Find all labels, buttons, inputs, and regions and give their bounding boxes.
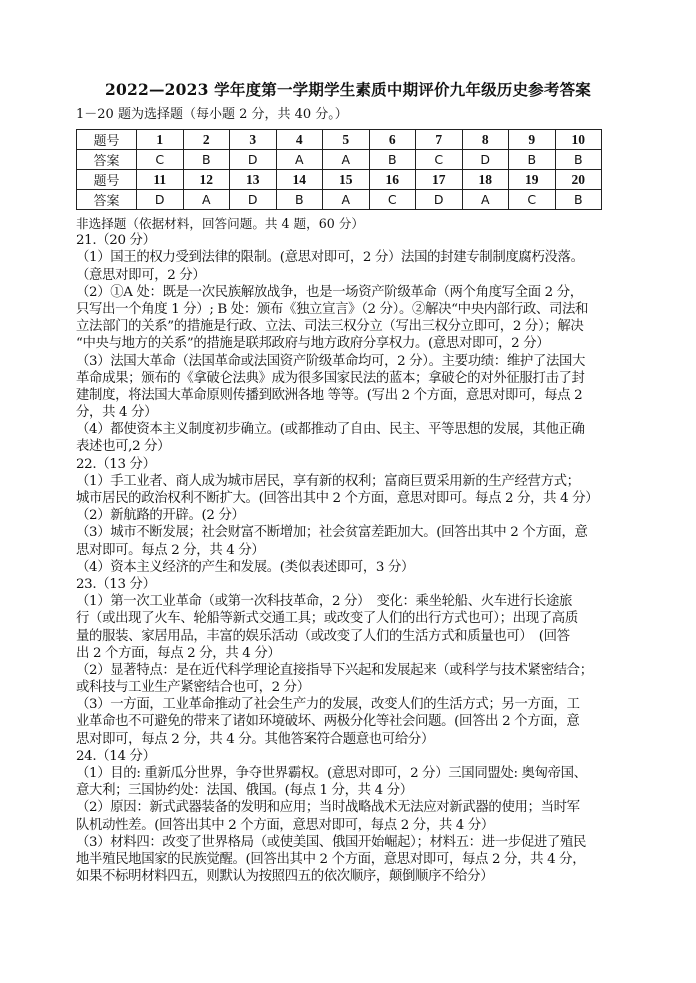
text-line: （3）材料四：改变了世界格局（或使美国、俄国开始崛起）；材料五：进一步促进了殖民 xyxy=(76,834,587,850)
row-label: 答案 xyxy=(77,190,137,210)
question-number-cell: 1 xyxy=(137,130,184,150)
text-line: 22.（13 分） xyxy=(76,456,156,472)
text-line: （3）一方面，工业革命推动了社会生产力的发展，改变人们的生活方式；另一方面，工 xyxy=(76,697,580,713)
question-number-cell: 4 xyxy=(276,130,323,150)
answer-cell: A xyxy=(323,150,370,170)
row-label: 答案 xyxy=(77,150,137,170)
answer-cell: B xyxy=(183,150,230,170)
question-number-cell: 10 xyxy=(555,130,602,150)
row-label: 题号 xyxy=(77,130,137,150)
question-number-cell: 11 xyxy=(137,170,184,190)
question-number-cell: 14 xyxy=(276,170,323,190)
answer-body xyxy=(76,215,636,885)
page-title: 2022—2023 学年度第一学期学生素质中期评价九年级历史参考答案 xyxy=(105,80,591,99)
text-line: 建制度，将法国大革命原则传播到欧洲各地 等等。(写出 2 个方面，意思对即可，每点 2 xyxy=(76,387,583,403)
text-line: （3）法国大革命（法国革命或法国资产阶级革命均可，2 分）。主要功绩：维护了法国大 xyxy=(76,353,586,369)
text-line: （1）手工业者、商人成为城市居民，享有新的权利；富商巨贾采用新的生产经营方式； xyxy=(76,473,580,489)
answer-cell: A xyxy=(323,190,370,210)
question-number-cell: 16 xyxy=(369,170,416,190)
question-number-cell: 3 xyxy=(230,130,277,150)
question-number-cell: 15 xyxy=(323,170,370,190)
question-number-cell: 8 xyxy=(462,130,509,150)
answer-table xyxy=(76,129,602,210)
answer-cell: A xyxy=(183,190,230,210)
text-line: （2）新航路的开辟。(2 分） xyxy=(76,508,245,524)
text-line: （1）第一次工业革命（或第一次科技革命，2 分） 变化：乘坐轮船、火车进行长途旅 xyxy=(76,594,573,610)
text-line: 或科技与工业生产紧密结合也可，2 分） xyxy=(76,680,310,696)
text-line: （1）国王的权力受到法律的限制。(意思对即可，2 分）法国的封建专制制度腐朽没落。 xyxy=(76,250,584,266)
answer-cell: C xyxy=(137,150,184,170)
question-number-row xyxy=(77,130,602,150)
answer-row xyxy=(77,150,602,170)
answer-cell: D xyxy=(137,190,184,210)
text-line: 24.（14 分） xyxy=(76,748,156,764)
text-line: （2）原因：新式武器装备的发明和应用；当时战略战术无法应对新武器的使用；当时军 xyxy=(76,800,580,816)
row-label: 题号 xyxy=(77,170,137,190)
answer-cell: C xyxy=(416,150,463,170)
text-line: 地半殖民地国家的民族觉醒。(回答出其中 2 个方面，意思对即可，每点 2 分，共 4 分， xyxy=(76,851,586,867)
question-number-cell: 18 xyxy=(462,170,509,190)
answer-cell: D xyxy=(462,150,509,170)
text-line: 业革命也不可避免的带来了诸如环境破坏、两极分化等社会问题。(回答出 2 个方面，意 xyxy=(76,714,580,730)
question-number-cell: 6 xyxy=(369,130,416,150)
question-number-cell: 20 xyxy=(555,170,602,190)
text-line: （4）都使资本主义制度初步确立。(或都推动了自由、民主、平等思想的发展，其他正确 xyxy=(76,422,585,438)
text-line: 意大利；三国协约处：法国、俄国。(每点 1 分，共 4 分） xyxy=(76,783,413,799)
question-number-cell: 12 xyxy=(183,170,230,190)
answer-cell: C xyxy=(369,190,416,210)
multiple-choice-intro: 1－20 题为选择题（每小题 2 分，共 40 分。） xyxy=(76,107,348,122)
question-number-cell: 9 xyxy=(509,130,556,150)
text-line: （3）城市不断发展；社会财富不断增加；社会贫富差距加大。(回答出其中 2 个方面，意 xyxy=(76,525,588,541)
text-line: （4）资本主义经济的产生和发展。(类似表述即可，3 分） xyxy=(76,559,415,575)
answer-cell: B xyxy=(369,150,416,170)
answer-cell: A xyxy=(462,190,509,210)
text-line: “中央与地方的关系”的措施是联邦政府与地方政府分享权力。(意思对即可，2 分） xyxy=(76,336,550,352)
answer-cell: B xyxy=(555,190,602,210)
text-line: 表述也可,2 分） xyxy=(76,439,171,455)
text-line: 只写出一个角度 1 分）; B 处：颁布《独立宣言》（2 分）。②解决“中央内部行政、司法和 xyxy=(76,301,589,317)
question-number-cell: 5 xyxy=(323,130,370,150)
answer-cell: B xyxy=(555,150,602,170)
answer-cell: B xyxy=(509,150,556,170)
text-line: 21.（20 分） xyxy=(76,233,156,249)
answer-cell: D xyxy=(230,150,277,170)
answer-cell: A xyxy=(276,150,323,170)
answer-cell: D xyxy=(416,190,463,210)
text-line: 如果不标明材料四五，则默认为按照四五的依次顺序，颠倒顺序不给分） xyxy=(76,869,494,885)
text-line: 行（或出现了火车、轮船等新式交通工具；或改变了人们的出行方式也可）；出现了高质 xyxy=(76,611,578,627)
question-number-cell: 17 xyxy=(416,170,463,190)
answer-cell: D xyxy=(230,190,277,210)
text-line: 城市居民的政治权利不断扩大。(回答出其中 2 个方面，意思对即可。每点 2 分，共 4 分） xyxy=(76,491,599,506)
question-number-cell: 7 xyxy=(416,130,463,150)
text-line: 出 2 个方面，每点 2 分，共 4 分） xyxy=(76,645,281,661)
text-line: 思对即可。每点 2 分，共 4 分） xyxy=(76,542,265,558)
answer-cell: C xyxy=(509,190,556,210)
question-number-cell: 2 xyxy=(183,130,230,150)
text-line: 23.（13 分） xyxy=(76,576,156,592)
text-line: 量的服装、家居用品，丰富的娱乐活动（或改变了人们的生活方式和质量也可） (回答 xyxy=(76,628,570,644)
answer-cell: B xyxy=(276,190,323,210)
text-line: （1）目的: 重新瓜分世界，争夺世界霸权。(意思对即可，2 分）三国同盟处: 奥匈帝国、 xyxy=(76,766,587,781)
text-line: （2）①A 处：既是一次民族解放战争，也是一场资产阶级革命（两个角度写全面 2 分， xyxy=(76,284,583,300)
text-line: （意思对即可，2 分） xyxy=(76,267,206,283)
text-line: 革命成果；颁布的《拿破仑法典》成为很多国家民法的蓝本；拿破仑的对外征服打击了封 xyxy=(76,370,585,386)
text-line: 队机动性差。(回答出其中 2 个方面，意思对即可，每点 2 分，共 4 分） xyxy=(76,817,494,833)
question-number-cell: 19 xyxy=(509,170,556,190)
question-number-row xyxy=(77,170,602,190)
text-line: 非选择题（依据材料，回答问题。共 4 题，60 分） xyxy=(76,216,364,231)
text-line: 立法部门的关系”的措施是行政、立法、司法三权分立（写出三权分立即可，2 分）；解决 xyxy=(76,319,584,335)
answer-row xyxy=(77,190,602,210)
question-number-cell: 13 xyxy=(230,170,277,190)
text-line: 分，共 4 分） xyxy=(76,405,158,421)
text-line: （2）显著特点：是在近代科学理论直接指导下兴起和发展起来（或科学与技术紧密结合； xyxy=(76,662,593,678)
text-line: 思对即可，每点 2 分，共 4 分。其他答案符合题意也可给分） xyxy=(76,731,434,747)
